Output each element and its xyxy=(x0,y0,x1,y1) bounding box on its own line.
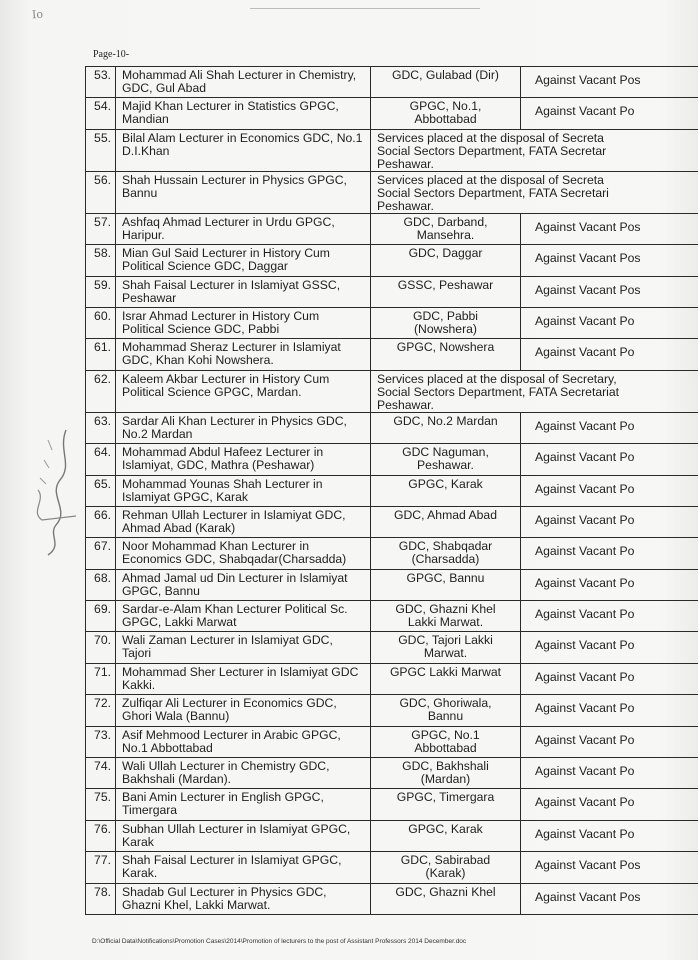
serial-number: 69. xyxy=(86,601,116,632)
lecturer-name-line: Tajori xyxy=(122,646,152,661)
lecturer-name-cell xyxy=(116,695,371,726)
posting-place-cell xyxy=(371,632,521,663)
posting-place-line: GPGC, No.1 xyxy=(411,727,480,742)
posting-place-line: GDC, Gulabad (Dir) xyxy=(391,68,499,82)
lecturer-name-line: Mohammad Sher Lecturer in Islamiyat GDC xyxy=(122,664,359,679)
posting-place-cell xyxy=(371,789,521,820)
table-row xyxy=(86,245,698,276)
lecturer-name-line: Ghazni Khel, Lakki Marwat. xyxy=(122,897,271,912)
lecturer-name-line: Ahmad Jamal ud Din Lecturer in Islamiyat xyxy=(122,570,348,585)
lecturer-name-cell xyxy=(116,171,371,213)
posting-place-cell xyxy=(371,339,521,370)
services-line: Social Sectors Department, FATA Secretar xyxy=(377,143,607,158)
lecturer-name-line: Mian Gul Said Lecturer in History Cum xyxy=(122,246,330,261)
lecturer-name-cell xyxy=(116,726,371,757)
remark-cell: Against Vacant Po xyxy=(521,789,698,820)
posting-place-line: Marwat. xyxy=(423,646,468,661)
table-row xyxy=(86,883,698,914)
remark-cell: Against Vacant Po xyxy=(521,444,698,475)
lecturer-name-cell xyxy=(116,339,371,370)
lecturer-name-line: Haripur. xyxy=(122,227,165,242)
serial-number: 65. xyxy=(86,475,116,506)
posting-place-line: GPGC Lakki Marwat xyxy=(389,664,502,679)
serial-number: 58. xyxy=(86,245,116,276)
remark-cell: Against Vacant Pos xyxy=(521,245,698,276)
serial-number: 76. xyxy=(86,820,116,851)
services-line: Services placed at the disposal of Secreta xyxy=(377,172,604,187)
services-placed-cell xyxy=(371,171,698,213)
table-row xyxy=(86,695,698,726)
lecturer-name-line: Bannu xyxy=(122,185,158,200)
serial-number: 78. xyxy=(86,883,116,914)
table-row xyxy=(86,538,698,569)
remark-cell: Against Vacant Po xyxy=(521,726,698,757)
serial-number: 73. xyxy=(86,726,116,757)
footer-file-path: D:\Official Data\Notifications\Promotion Cases\2014\Promotion of lecturers to the post of Assistant Professors 2014 December.doc xyxy=(92,938,467,945)
lecturer-name-line: Asif Mehmood Lecturer in Arabic GPGC, xyxy=(122,727,341,742)
posting-place-line: (Mardan) xyxy=(420,772,471,787)
lecturer-name-line: Sardar-e-Alam Khan Lecturer Political Sc. xyxy=(122,602,348,617)
remark-cell: Against Vacant Po xyxy=(521,632,698,663)
table-row xyxy=(86,412,698,443)
serial-number: 60. xyxy=(86,307,116,338)
posting-place-cell xyxy=(371,758,521,789)
serial-number: 66. xyxy=(86,506,116,537)
posting-place-cell xyxy=(371,726,521,757)
remark-cell: Against Vacant Po xyxy=(521,506,698,537)
serial-number: 59. xyxy=(86,276,116,307)
table-row xyxy=(86,663,698,694)
table-row xyxy=(86,98,698,129)
posting-place-cell xyxy=(371,538,521,569)
ink-signature-icon xyxy=(18,420,88,560)
lecturer-name-line: Mohammad Younas Shah Lecturer in xyxy=(122,476,323,491)
posting-place-line: GDC, Ghazni Khel xyxy=(395,884,496,899)
lecturer-name-line: Wali Ullah Lecturer in Chemistry GDC, xyxy=(122,759,330,774)
lecturer-name-line: Subhan Ullah Lecturer in Islamiyat GPGC, xyxy=(122,821,351,836)
services-line: Services placed at the disposal of Secreta xyxy=(377,130,604,145)
serial-number: 57. xyxy=(86,213,116,244)
lecturer-name-line: Shadab Gul Lecturer in Physics GDC, xyxy=(122,884,327,899)
posting-place-cell xyxy=(371,475,521,506)
posting-place-cell xyxy=(371,213,521,244)
lecturer-name-cell xyxy=(116,129,371,171)
lecturer-name-line: Political Science GPGC, Mardan. xyxy=(122,384,302,399)
table-row xyxy=(86,475,698,506)
posting-place-line: GDC, Darband, xyxy=(403,214,488,229)
services-line: Peshawar. xyxy=(377,397,434,412)
posting-place-line: GPGC, Karak xyxy=(408,476,483,491)
posting-place-line: Abbottabad xyxy=(414,112,477,127)
lecturer-name-cell xyxy=(116,245,371,276)
top-rule xyxy=(250,8,480,9)
serial-number: 53. xyxy=(86,67,116,98)
posting-place-line: Mansehra. xyxy=(416,227,475,242)
serial-number: 64. xyxy=(86,444,116,475)
lecturer-name-line: Bilal Alam Lecturer in Economics GDC, No.1 xyxy=(122,130,363,145)
lecturer-name-line: Ghori Wala (Bannu) xyxy=(122,709,230,724)
posting-place-line: Peshawar. xyxy=(417,458,474,473)
lecturer-name-cell xyxy=(116,276,371,307)
posting-place-line: GDC, Ghazni Khel xyxy=(395,602,496,617)
posting-place-cell xyxy=(371,663,521,694)
posting-place-line: Bannu xyxy=(427,709,464,724)
lecturer-name-line: Shah Faisal Lecturer in Islamiyat GSSC, xyxy=(122,277,341,292)
posting-place-cell xyxy=(371,444,521,475)
remark-cell: Against Vacant Po xyxy=(521,569,698,600)
posting-place-line: GDC, Ghoriwala, xyxy=(399,696,492,711)
serial-number: 63. xyxy=(86,412,116,443)
remark-cell: Against Vacant Po xyxy=(521,758,698,789)
posting-place-line: GDC, Sabirabad xyxy=(400,853,491,868)
table-row xyxy=(86,632,698,663)
serial-number: 55. xyxy=(86,129,116,171)
posting-place-cell xyxy=(371,820,521,851)
table-row xyxy=(86,276,698,307)
table-row xyxy=(86,726,698,757)
serial-number: 77. xyxy=(86,852,116,883)
remark-cell: Against Vacant Po xyxy=(521,98,698,129)
lecturer-name-line: Majid Khan Lecturer in Statistics GPGC, xyxy=(122,99,339,114)
remark-cell: Against Vacant Po xyxy=(521,663,698,694)
posting-place-line: GDC Naguman, xyxy=(402,445,489,460)
posting-place-cell xyxy=(371,412,521,443)
posting-place-cell xyxy=(371,245,521,276)
remark-cell: Against Vacant Po xyxy=(521,538,698,569)
lecturer-name-line: D.I.Khan xyxy=(122,143,170,158)
table-row xyxy=(86,506,698,537)
lecturer-name-line: Rehman Ullah Lecturer in Islamiyat GDC, xyxy=(122,507,346,522)
lecturer-name-line: Economics GDC, Shabqadar(Charsadda) xyxy=(122,552,347,567)
lecturer-name-cell xyxy=(116,601,371,632)
services-placed-cell xyxy=(371,129,698,171)
lecturer-name-line: Ahmad Abad (Karak) xyxy=(122,520,236,535)
posting-place-cell xyxy=(371,852,521,883)
lecturer-name-line: GPGC, Lakki Marwat xyxy=(122,615,237,630)
corner-mark: Io xyxy=(31,7,44,22)
remark-cell: Against Vacant Po xyxy=(521,412,698,443)
lecturer-name-line: Karak xyxy=(122,834,154,849)
posting-place-line: GDC, Daggar xyxy=(408,246,483,261)
remark-cell: Against Vacant Po xyxy=(521,307,698,338)
posting-place-line: GSSC, Peshawar xyxy=(397,277,494,292)
posting-place-line: GDC, Bakhshali xyxy=(402,759,489,774)
serial-number: 74. xyxy=(86,758,116,789)
table-row xyxy=(86,758,698,789)
lecturer-name-line: Peshawar xyxy=(122,290,177,305)
posting-place-line: GDC, No.2 Mardan xyxy=(393,413,498,428)
posting-place-line: (Nowshera) xyxy=(414,321,477,336)
posting-place-cell xyxy=(371,307,521,338)
table-row xyxy=(86,339,698,370)
lecturer-name-line: Karak. xyxy=(122,866,158,881)
lecturer-name-cell xyxy=(116,820,371,851)
lecturer-name-line: Bakhshali (Mardan). xyxy=(122,772,232,787)
lecturer-name-cell xyxy=(116,538,371,569)
lecturer-name-line: GDC, Gul Abad xyxy=(122,81,206,95)
lecturer-name-cell xyxy=(116,883,371,914)
serial-number: 67. xyxy=(86,538,116,569)
lecturer-name-line: Mohammad Sheraz Lecturer in Islamiyat xyxy=(122,340,341,355)
lecturer-name-cell xyxy=(116,307,371,338)
services-line: Social Sectors Department, FATA Secretari xyxy=(377,185,609,200)
services-placed-cell xyxy=(371,370,698,412)
posting-place-cell xyxy=(371,67,521,98)
posting-place-line: (Karak) xyxy=(425,866,466,881)
lecturer-name-cell xyxy=(116,370,371,412)
table-row xyxy=(86,370,698,412)
lecturer-name-line: GPGC, Bannu xyxy=(122,583,200,598)
lecturer-name-cell xyxy=(116,67,371,98)
serial-number: 54. xyxy=(86,98,116,129)
posting-place-line: GDC, Shabqadar xyxy=(398,539,493,554)
lecturer-name-line: No.2 Mardan xyxy=(122,426,193,441)
posting-place-line: GPGC, No.1, xyxy=(409,99,482,114)
lecturer-name-line: Shah Faisal Lecturer in Islamiyat GPGC, xyxy=(122,853,342,868)
lecturer-name-line: Zulfiqar Ali Lecturer in Economics GDC, xyxy=(122,696,337,711)
posting-place-line: Abbottabad xyxy=(414,740,477,755)
lecturer-name-cell xyxy=(116,506,371,537)
posting-place-line: GPGC, Timergara xyxy=(396,790,495,805)
lecturer-name-line: Bani Amin Lecturer in English GPGC, xyxy=(122,790,324,805)
posting-place-cell xyxy=(371,506,521,537)
posting-place-line: GDC, Ahmad Abad xyxy=(394,507,497,522)
table-row xyxy=(86,569,698,600)
lecturer-name-line: Israr Ahmad Lecturer in History Cum xyxy=(122,308,320,323)
lecturer-name-cell xyxy=(116,789,371,820)
serial-number: 62. xyxy=(86,370,116,412)
lecturer-name-cell xyxy=(116,758,371,789)
table-row xyxy=(86,67,698,98)
lecturer-name-cell xyxy=(116,444,371,475)
lecturer-name-cell xyxy=(116,569,371,600)
lecturer-name-cell xyxy=(116,475,371,506)
posting-place-line: GDC, Pabbi xyxy=(412,308,479,323)
table-row xyxy=(86,213,698,244)
table-row xyxy=(86,129,698,171)
services-line: Services placed at the disposal of Secretary, xyxy=(377,371,617,386)
remark-cell: Against Vacant Po xyxy=(521,695,698,726)
serial-number: 61. xyxy=(86,339,116,370)
lecturer-name-line: Timergara xyxy=(122,803,178,818)
table-row xyxy=(86,601,698,632)
lecturer-name-cell xyxy=(116,98,371,129)
lecturer-name-line: Islamiyat GPGC, Karak xyxy=(122,489,248,504)
posting-place-line: GPGC, Nowshera xyxy=(396,340,495,355)
lecturer-name-cell xyxy=(116,663,371,694)
lecturer-name-line: Ashfaq Ahmad Lecturer in Urdu GPGC, xyxy=(122,214,335,229)
services-line: Peshawar. xyxy=(377,198,434,213)
services-line: Peshawar. xyxy=(377,156,434,171)
posting-place-line: (Charsadda) xyxy=(411,552,480,567)
serial-number: 56. xyxy=(86,171,116,213)
lecturer-name-line: No.1 Abbottabad xyxy=(122,740,213,755)
lecturer-name-line: Sardar Ali Khan Lecturer in Physics GDC, xyxy=(122,413,347,428)
remark-cell: Against Vacant Po xyxy=(521,475,698,506)
services-line: Social Sectors Department, FATA Secretariat xyxy=(377,384,620,399)
lecturer-name-line: Kakki. xyxy=(122,677,156,692)
serial-number: 72. xyxy=(86,695,116,726)
table-row xyxy=(86,789,698,820)
posting-place-line: GPGC, Bannu xyxy=(406,570,485,585)
posting-place-line: GDC, Tajori Lakki xyxy=(398,633,493,648)
serial-number: 75. xyxy=(86,789,116,820)
lecturer-name-line: Shah Hussain Lecturer in Physics GPGC, xyxy=(122,172,347,187)
posting-place-line: GPGC, Karak xyxy=(408,821,483,836)
lecturer-name-cell xyxy=(116,213,371,244)
posting-place-cell xyxy=(371,695,521,726)
posting-place-cell xyxy=(371,601,521,632)
lecturer-name-line: Mandian xyxy=(122,112,169,127)
remark-cell: Against Vacant Pos xyxy=(521,67,698,98)
posting-place-cell xyxy=(371,883,521,914)
remark-cell: Against Vacant Po xyxy=(521,820,698,851)
lecturer-name-line: Mohammad Ali Shah Lecturer in Chemistry, xyxy=(122,68,357,82)
remark-cell: Against Vacant Pos xyxy=(521,213,698,244)
page-number: Page-10- xyxy=(93,49,130,60)
table-row xyxy=(86,820,698,851)
remark-cell: Against Vacant Pos xyxy=(521,852,698,883)
lecturer-name-cell xyxy=(116,412,371,443)
lecturer-name-line: Kaleem Akbar Lecturer in History Cum xyxy=(122,371,330,386)
remark-cell: Against Vacant Pos xyxy=(521,883,698,914)
table-row xyxy=(86,852,698,883)
lecturer-name-cell xyxy=(116,852,371,883)
posting-place-cell xyxy=(371,569,521,600)
serial-number: 71. xyxy=(86,663,116,694)
lecturer-name-line: Islamiyat, GDC, Mathra (Peshawar) xyxy=(122,458,315,473)
posting-place-cell xyxy=(371,276,521,307)
table-row xyxy=(86,171,698,213)
serial-number: 70. xyxy=(86,632,116,663)
serial-number: 68. xyxy=(86,569,116,600)
lecturer-name-line: Mohammad Abdul Hafeez Lecturer in xyxy=(122,445,324,460)
table-row xyxy=(86,444,698,475)
lecturer-name-line: Noor Mohammad Khan Lecturer in xyxy=(122,539,309,554)
remark-cell: Against Vacant Pos xyxy=(521,276,698,307)
posting-place-line: Lakki Marwat. xyxy=(407,615,484,630)
lecturer-name-line: Political Science GDC, Pabbi xyxy=(122,321,280,336)
remark-cell: Against Vacant Po xyxy=(521,601,698,632)
table-row xyxy=(86,307,698,338)
lecturer-name-line: GDC, Khan Kohi Nowshera. xyxy=(122,353,274,368)
lecturer-name-line: Wali Zaman Lecturer in Islamiyat GDC, xyxy=(122,633,333,648)
promotion-table xyxy=(85,66,698,915)
posting-place-cell xyxy=(371,98,521,129)
remark-cell: Against Vacant Po xyxy=(521,339,698,370)
lecturer-name-line: Political Science GDC, Daggar xyxy=(122,259,288,274)
lecturer-name-cell xyxy=(116,632,371,663)
